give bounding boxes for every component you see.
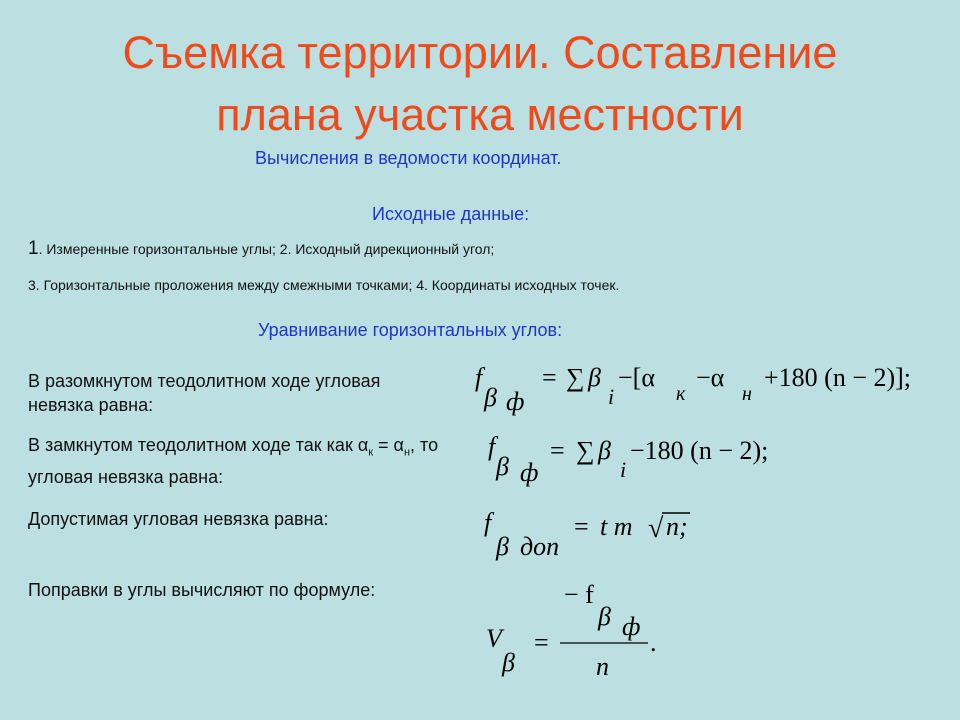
svg-text:ф: ф bbox=[622, 612, 641, 641]
source-item-1 bbox=[28, 238, 494, 260]
svg-text:=: = bbox=[542, 363, 557, 392]
svg-text:V: V bbox=[486, 624, 502, 653]
svg-text:β: β bbox=[496, 452, 509, 481]
svg-text:=: = bbox=[534, 628, 549, 657]
svg-text:=: = bbox=[574, 512, 589, 541]
svg-text:i: i bbox=[608, 384, 615, 409]
svg-text:√: √ bbox=[648, 513, 664, 544]
item-number: 1 bbox=[28, 238, 39, 259]
svg-text:f: f bbox=[484, 508, 492, 537]
source-heading: Исходные данные: bbox=[372, 204, 530, 224]
svg-text:β: β bbox=[496, 532, 509, 561]
svg-text:n: n bbox=[596, 652, 609, 681]
svg-text:∑: ∑ bbox=[576, 436, 595, 465]
svg-text:−180 (n − 2);: −180 (n − 2); bbox=[630, 436, 769, 465]
title-line-1: Съемка территории. Составление bbox=[122, 27, 838, 78]
svg-text:i: i bbox=[620, 457, 627, 482]
svg-text:β: β bbox=[502, 648, 515, 677]
formula-corrections bbox=[480, 575, 680, 692]
adjust-heading: Уравнивание горизонтальных углов: bbox=[258, 320, 563, 340]
svg-text:−[α: −[α bbox=[618, 363, 655, 392]
item-text: . Измеренные горизонтальные углы; 2. Исходный дирекционный угол; bbox=[38, 241, 495, 257]
svg-text:β: β bbox=[598, 436, 611, 465]
formula-allowed bbox=[476, 505, 736, 572]
formula-closed-traverse bbox=[480, 425, 800, 497]
desc-corrections: Поправки в углы вычисляют по формуле: bbox=[28, 580, 376, 600]
svg-text:=: = bbox=[550, 436, 565, 465]
slide-title bbox=[0, 22, 960, 146]
desc-allowed: Допустимая угловая невязка равна: bbox=[28, 509, 329, 529]
svg-text:f: f bbox=[475, 363, 483, 392]
svg-text:t m: t m bbox=[600, 512, 633, 541]
subtitle: Вычисления в ведомости координат. bbox=[255, 148, 562, 168]
title-line-2: плана участка местности bbox=[216, 89, 744, 140]
svg-text:β: β bbox=[588, 363, 601, 392]
formula-open-traverse bbox=[470, 356, 950, 423]
desc-closed-traverse: В замкнутом теодолитном ходе так как $\alpha_к = \alpha_н$, то угловая невязка равна: bbox=[28, 435, 439, 487]
svg-text:n;: n; bbox=[666, 512, 688, 541]
svg-text:−α: −α bbox=[696, 363, 725, 392]
svg-text:+180 (n − 2)];: +180 (n − 2)]; bbox=[764, 363, 912, 392]
svg-text:ф: ф bbox=[506, 387, 525, 416]
svg-text:.: . bbox=[650, 628, 657, 657]
svg-text:доп: доп bbox=[520, 532, 560, 561]
svg-text:− f: − f bbox=[564, 580, 594, 609]
source-item-2: 3. Горизонтальные проложения между смежными точками; 4. Координаты исходных точек. bbox=[28, 277, 620, 293]
desc-open-traverse: В разомкнутом теодолитном ходе угловая невязка равна: bbox=[28, 371, 381, 415]
svg-text:f: f bbox=[488, 432, 496, 461]
svg-text:ф: ф bbox=[520, 458, 539, 487]
svg-text:β: β bbox=[484, 383, 497, 412]
svg-text:∑: ∑ bbox=[566, 363, 585, 392]
svg-text:к: к bbox=[676, 383, 686, 405]
svg-text:н: н bbox=[742, 383, 752, 405]
svg-text:β: β bbox=[598, 602, 611, 631]
